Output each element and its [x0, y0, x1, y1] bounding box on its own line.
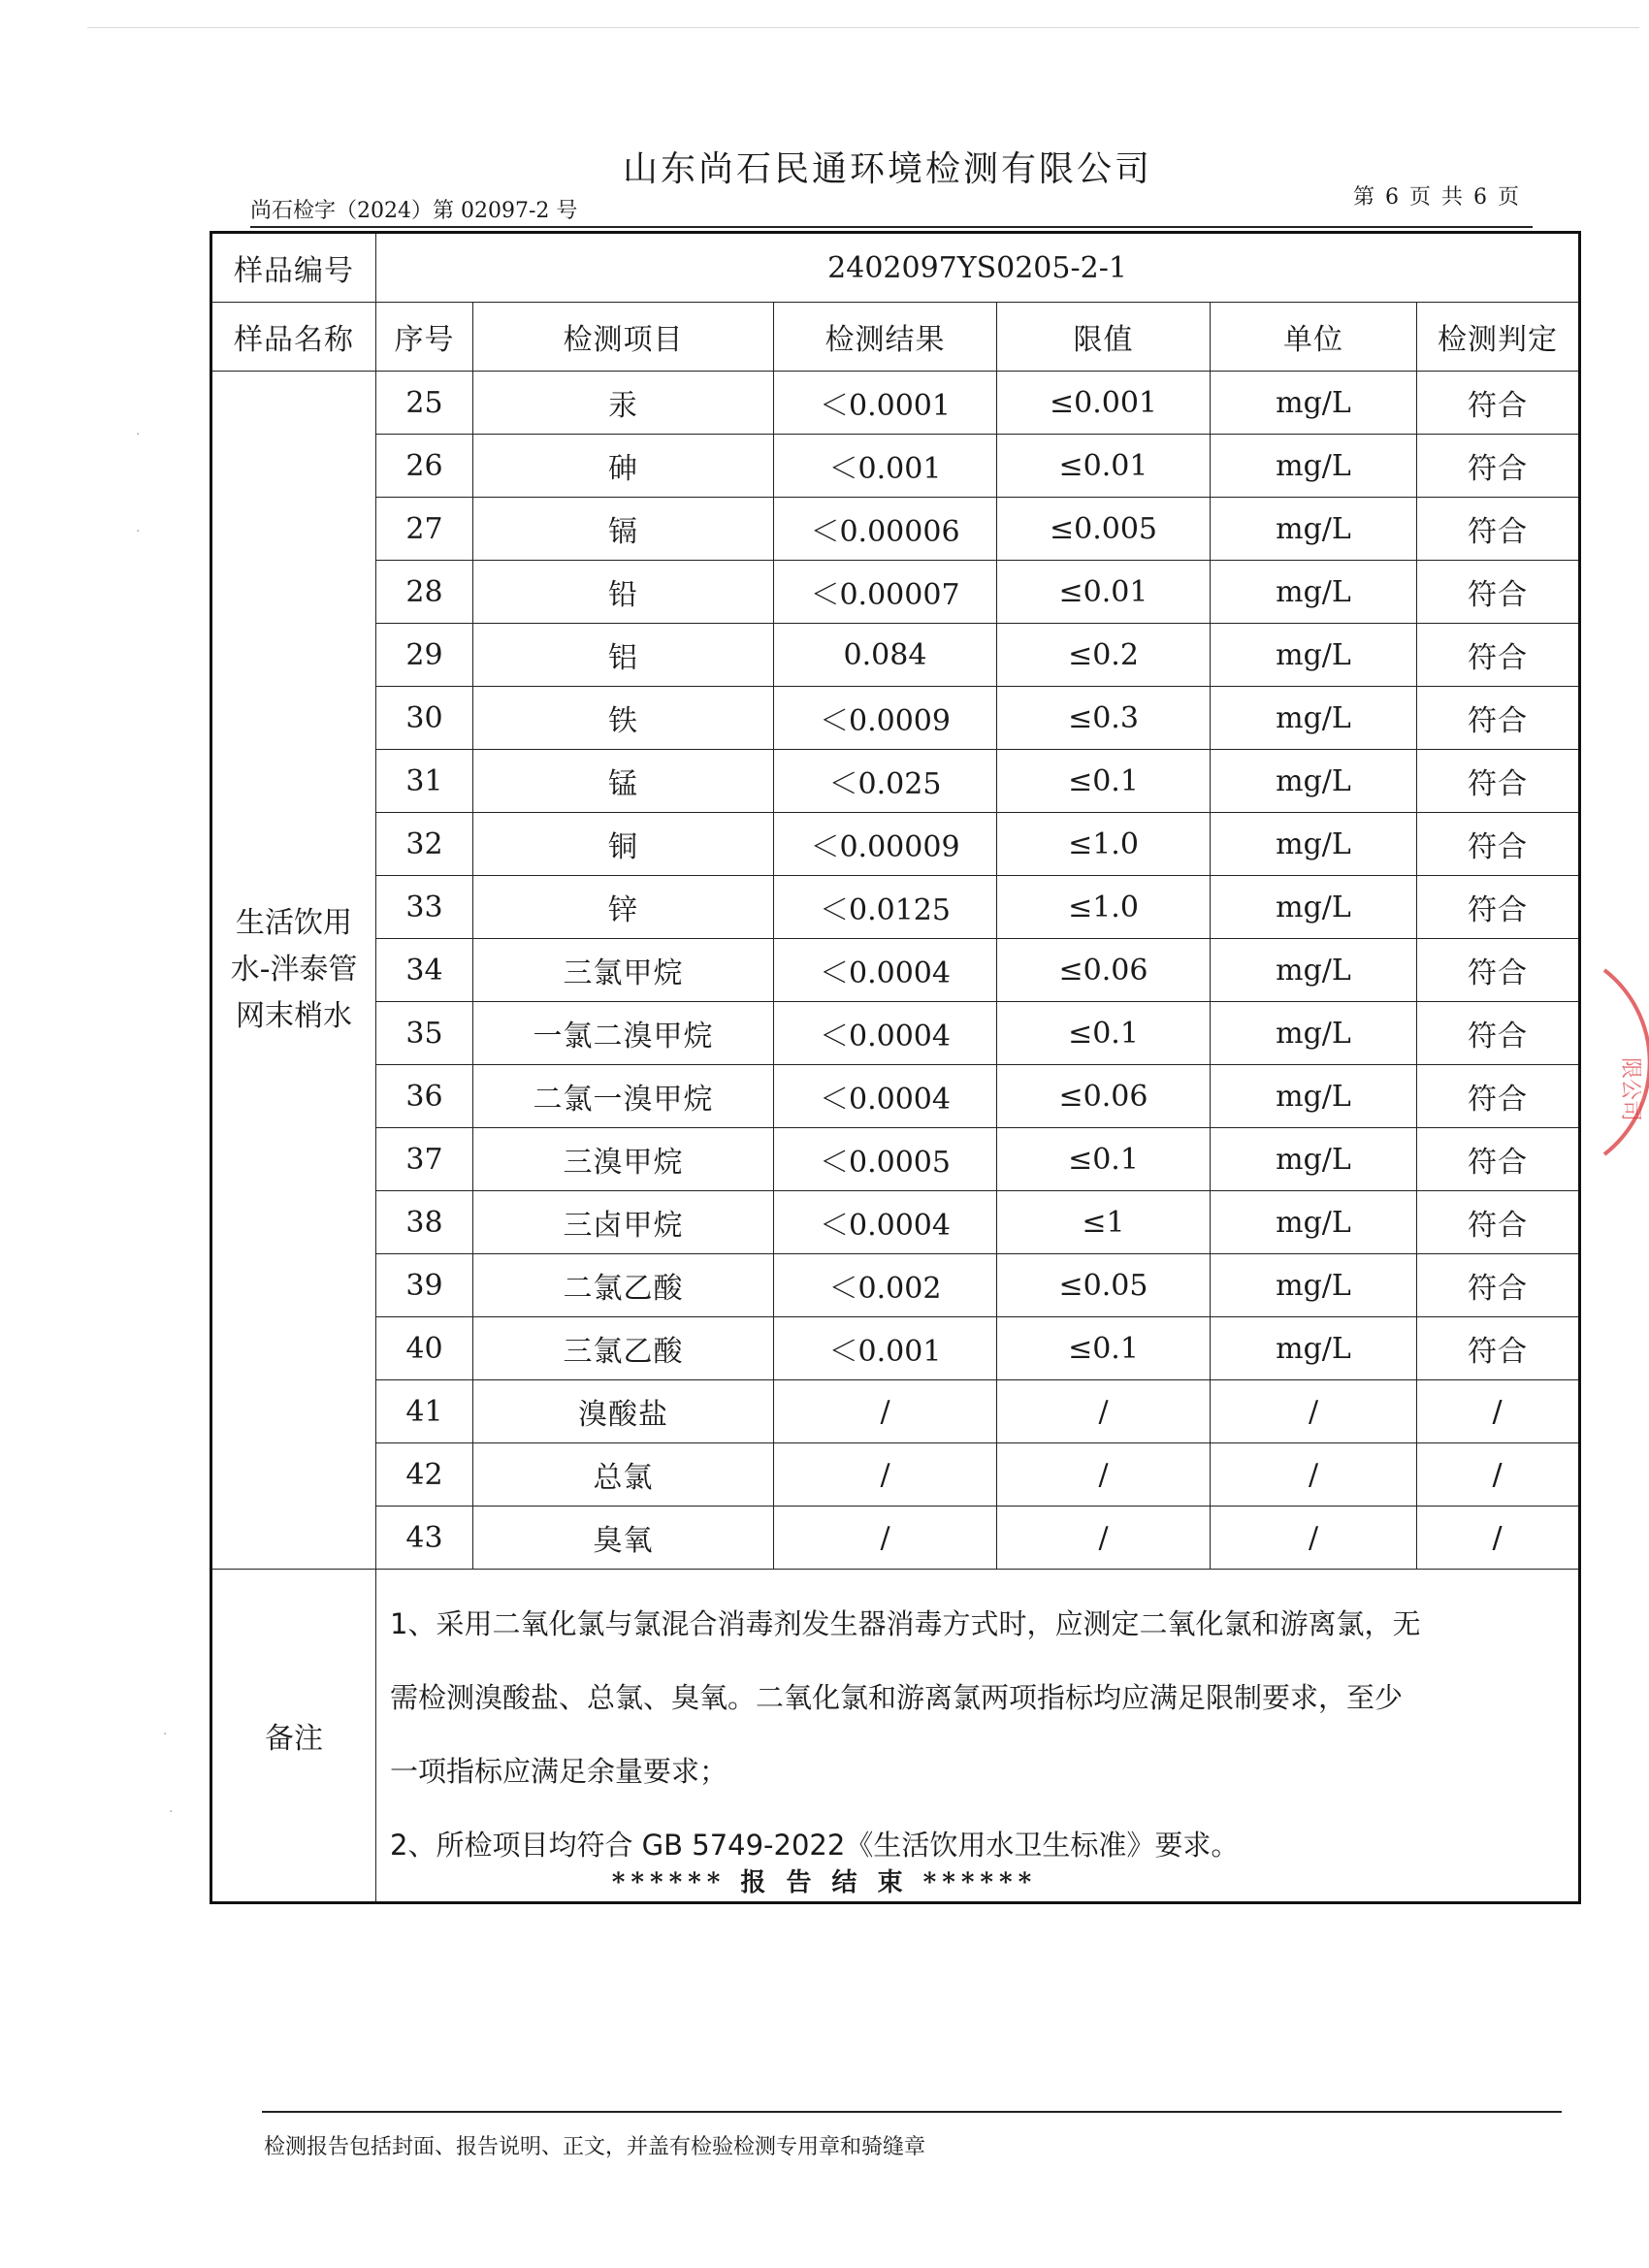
table-row: [211, 687, 1580, 750]
verdict: /: [1417, 1507, 1580, 1570]
test-item: 臭氧: [473, 1507, 774, 1570]
test-result: ＜0.0009: [774, 687, 997, 750]
svg-text:限公司: 限公司: [1618, 1057, 1642, 1122]
table-row: [211, 1380, 1580, 1443]
note-line: 2、所检项目均符合 GB 5749-2022《生活饮用水卫生标准》要求。: [390, 1829, 1240, 1862]
footer-rule: [262, 2111, 1562, 2113]
limit-value: /: [997, 1507, 1211, 1570]
verdict: 符合: [1417, 561, 1580, 624]
unit: mg/L: [1211, 372, 1417, 435]
test-result: /: [774, 1443, 997, 1507]
verdict: 符合: [1417, 372, 1580, 435]
table-row: [211, 435, 1580, 498]
table-row: [211, 750, 1580, 813]
test-item: 三氯甲烷: [473, 939, 774, 1002]
test-result: ＜0.001: [774, 1317, 997, 1380]
unit: mg/L: [1211, 1254, 1417, 1317]
test-result: 0.084: [774, 624, 997, 687]
unit: mg/L: [1211, 939, 1417, 1002]
scan-mark: ·: [169, 1804, 174, 1820]
sample-id-value: 2402097YS0205-2-1: [376, 233, 1580, 303]
limit-value: ≤0.005: [997, 498, 1211, 561]
unit: mg/L: [1211, 1317, 1417, 1380]
unit: mg/L: [1211, 435, 1417, 498]
row-number: 30: [376, 687, 473, 750]
limit-value: ≤0.06: [997, 939, 1211, 1002]
scan-mark: ·: [136, 524, 141, 539]
test-item: 锰: [473, 750, 774, 813]
row-number: 36: [376, 1065, 473, 1128]
test-item: 溴酸盐: [473, 1380, 774, 1443]
report-end-mark: ****** 报 告 结 束 ******: [611, 1868, 1038, 1897]
verdict: /: [1417, 1380, 1580, 1443]
unit: /: [1211, 1443, 1417, 1507]
test-result: /: [774, 1380, 997, 1443]
scan-mark: ·: [163, 1727, 168, 1742]
report-number: 尚石检字（2024）第 02097-2 号: [250, 199, 578, 223]
footer-note: 检测报告包括封面、报告说明、正文，并盖有检验检测专用章和骑缝章: [264, 2135, 926, 2159]
verdict: 符合: [1417, 1191, 1580, 1254]
verdict: 符合: [1417, 1128, 1580, 1191]
table-row: [211, 1065, 1580, 1128]
col-header-no: 序号: [376, 303, 473, 372]
unit: mg/L: [1211, 1191, 1417, 1254]
limit-value: ≤0.01: [997, 561, 1211, 624]
verdict: 符合: [1417, 1002, 1580, 1065]
seal-stamp: [1585, 951, 1649, 1174]
company-name: 山东尚石民通环境检测有限公司: [622, 149, 1152, 189]
verdict: 符合: [1417, 813, 1580, 876]
row-number: 28: [376, 561, 473, 624]
unit: mg/L: [1211, 1128, 1417, 1191]
notes-label: 备注: [211, 1570, 376, 1903]
limit-value: ≤0.05: [997, 1254, 1211, 1317]
limit-value: /: [997, 1380, 1211, 1443]
row-number: 39: [376, 1254, 473, 1317]
notes-row: [211, 1570, 1580, 1903]
test-result: ＜0.0004: [774, 1002, 997, 1065]
col-header-sample-name: 样品名称: [211, 303, 376, 372]
test-item: 二氯一溴甲烷: [473, 1065, 774, 1128]
test-item: 铅: [473, 561, 774, 624]
limit-value: ≤0.06: [997, 1065, 1211, 1128]
sample-id-row: [211, 233, 1580, 303]
test-item: 铜: [473, 813, 774, 876]
table-row: [211, 1443, 1580, 1507]
verdict: 符合: [1417, 750, 1580, 813]
unit: mg/L: [1211, 813, 1417, 876]
row-number: 29: [376, 624, 473, 687]
test-item: 砷: [473, 435, 774, 498]
unit: mg/L: [1211, 687, 1417, 750]
unit: mg/L: [1211, 750, 1417, 813]
limit-value: ≤0.01: [997, 435, 1211, 498]
verdict: 符合: [1417, 1317, 1580, 1380]
col-header-item: 检测项目: [473, 303, 774, 372]
table-row: [211, 1191, 1580, 1254]
unit: mg/L: [1211, 624, 1417, 687]
unit: mg/L: [1211, 561, 1417, 624]
limit-value: ≤1: [997, 1191, 1211, 1254]
note-line: 1、采用二氧化氯与氯混合消毒剂发生器消毒方式时，应测定二氧化氯和游离氯，无: [390, 1607, 1421, 1640]
test-item: 三溴甲烷: [473, 1128, 774, 1191]
verdict: 符合: [1417, 1065, 1580, 1128]
test-item: 三卤甲烷: [473, 1191, 774, 1254]
row-number: 35: [376, 1002, 473, 1065]
limit-value: ≤0.2: [997, 624, 1211, 687]
test-item: 三氯乙酸: [473, 1317, 774, 1380]
test-result: ＜0.0004: [774, 1191, 997, 1254]
limit-value: ≤1.0: [997, 813, 1211, 876]
test-result: ＜0.0005: [774, 1128, 997, 1191]
row-number: 33: [376, 876, 473, 939]
test-result: ＜0.0004: [774, 1065, 997, 1128]
table-row: [211, 498, 1580, 561]
results-table: [210, 231, 1581, 1904]
table-row: [211, 624, 1580, 687]
table-row: [211, 1507, 1580, 1570]
row-number: 34: [376, 939, 473, 1002]
test-result: ＜0.001: [774, 435, 997, 498]
verdict: 符合: [1417, 876, 1580, 939]
col-header-verdict: 检测判定: [1417, 303, 1580, 372]
notes-content: [376, 1570, 1580, 1903]
page-top-rule: [87, 27, 1639, 28]
test-result: ＜0.025: [774, 750, 997, 813]
sample-name-value: 生活饮用水-泮泰管网末梢水: [211, 372, 376, 1570]
row-number: 43: [376, 1507, 473, 1570]
row-number: 42: [376, 1443, 473, 1507]
header-rule: [250, 226, 1533, 228]
row-number: 38: [376, 1191, 473, 1254]
limit-value: ≤0.001: [997, 372, 1211, 435]
test-result: /: [774, 1507, 997, 1570]
verdict: 符合: [1417, 1254, 1580, 1317]
row-number: 25: [376, 372, 473, 435]
unit: mg/L: [1211, 1002, 1417, 1065]
test-item: 汞: [473, 372, 774, 435]
unit: /: [1211, 1380, 1417, 1443]
table-row: [211, 1002, 1580, 1065]
note-line: 一项指标应满足余量要求；: [390, 1755, 728, 1788]
table-row: [211, 813, 1580, 876]
scan-mark: ·: [136, 427, 141, 442]
test-result: ＜0.0125: [774, 876, 997, 939]
row-number: 40: [376, 1317, 473, 1380]
verdict: /: [1417, 1443, 1580, 1507]
test-item: 铁: [473, 687, 774, 750]
verdict: 符合: [1417, 498, 1580, 561]
table-row: [211, 1254, 1580, 1317]
test-result: ＜0.00009: [774, 813, 997, 876]
table-row: [211, 939, 1580, 1002]
sample-id-label: 样品编号: [211, 233, 376, 303]
column-header-row: [211, 303, 1580, 372]
test-item: 总氯: [473, 1443, 774, 1507]
limit-value: ≤0.1: [997, 1317, 1211, 1380]
test-item: 铝: [473, 624, 774, 687]
note-line: 需检测溴酸盐、总氯、臭氧。二氧化氯和游离氯两项指标均应满足限制要求，至少: [390, 1681, 1404, 1714]
row-number: 32: [376, 813, 473, 876]
verdict: 符合: [1417, 687, 1580, 750]
test-result: ＜0.00007: [774, 561, 997, 624]
unit: mg/L: [1211, 1065, 1417, 1128]
table-row: [211, 876, 1580, 939]
table-row: [211, 1128, 1580, 1191]
test-result: ＜0.002: [774, 1254, 997, 1317]
unit: mg/L: [1211, 876, 1417, 939]
limit-value: /: [997, 1443, 1211, 1507]
row-number: 31: [376, 750, 473, 813]
row-number: 37: [376, 1128, 473, 1191]
verdict: 符合: [1417, 435, 1580, 498]
limit-value: ≤0.1: [997, 1128, 1211, 1191]
table-row: [211, 372, 1580, 435]
test-item: 锌: [473, 876, 774, 939]
limit-value: ≤0.1: [997, 750, 1211, 813]
page-indicator: 第 6 页 共 6 页: [1353, 185, 1521, 210]
col-header-limit: 限值: [997, 303, 1211, 372]
verdict: 符合: [1417, 624, 1580, 687]
row-number: 27: [376, 498, 473, 561]
row-number: 26: [376, 435, 473, 498]
table-row: [211, 1317, 1580, 1380]
test-item: 二氯乙酸: [473, 1254, 774, 1317]
test-item: 镉: [473, 498, 774, 561]
limit-value: ≤0.1: [997, 1002, 1211, 1065]
test-result: ＜0.0001: [774, 372, 997, 435]
unit: mg/L: [1211, 498, 1417, 561]
limit-value: ≤0.3: [997, 687, 1211, 750]
test-result: ＜0.0004: [774, 939, 997, 1002]
col-header-unit: 单位: [1211, 303, 1417, 372]
verdict: 符合: [1417, 939, 1580, 1002]
test-item: 一氯二溴甲烷: [473, 1002, 774, 1065]
row-number: 41: [376, 1380, 473, 1443]
test-result: ＜0.00006: [774, 498, 997, 561]
col-header-result: 检测结果: [774, 303, 997, 372]
limit-value: ≤1.0: [997, 876, 1211, 939]
table-row: [211, 561, 1580, 624]
unit: /: [1211, 1507, 1417, 1570]
